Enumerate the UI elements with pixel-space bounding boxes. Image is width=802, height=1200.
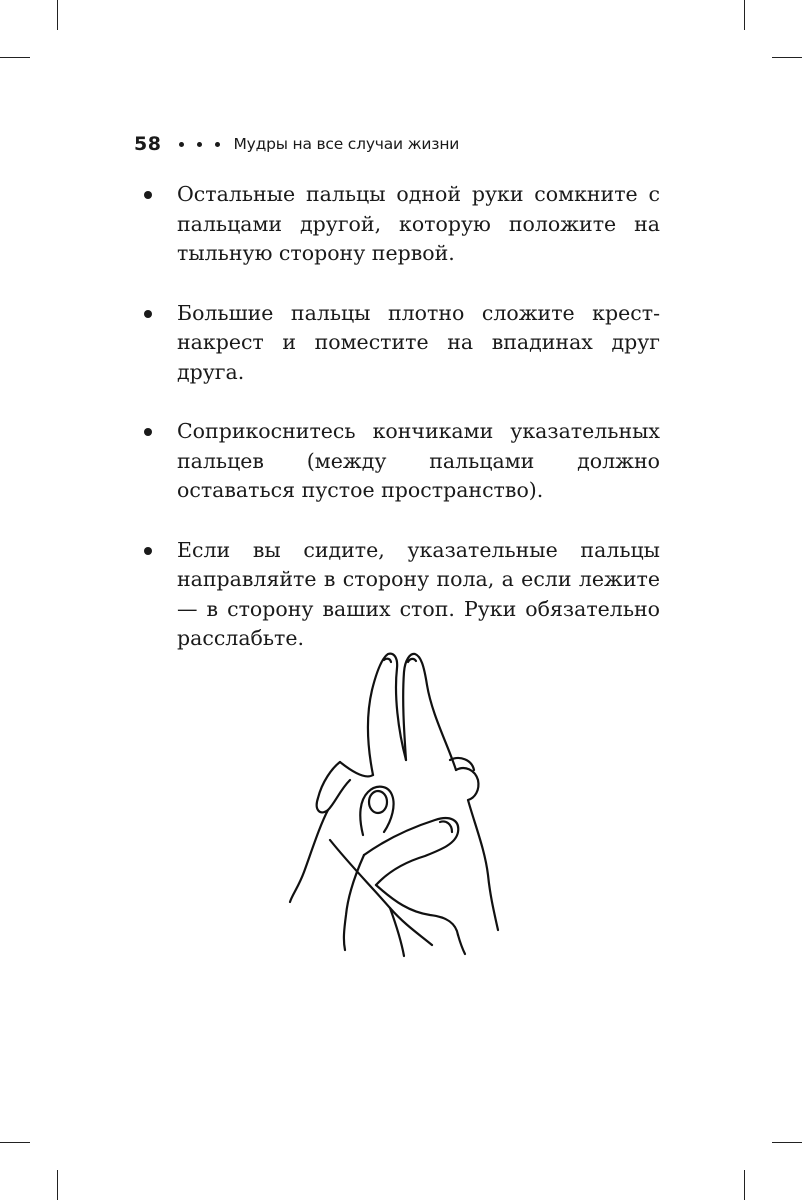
list-item	[140, 536, 660, 654]
bullet-icon	[144, 547, 152, 555]
list-item	[140, 417, 660, 506]
list-item-text: Остальные пальцы одной руки сомкните с пальцами другой, которую положите на тыльную сторону первой.	[177, 182, 660, 265]
mudra-hands-illustration	[280, 640, 510, 960]
list-item-text: Соприкоснитесь кончиками указательных пальцев (между пальцами должно оставаться пустое пространство).	[177, 419, 660, 502]
crop-mark-right-top	[772, 57, 802, 58]
bullet-icon	[144, 191, 152, 199]
bullet-icon	[144, 428, 152, 436]
crop-mark-right-bottom	[772, 1142, 802, 1143]
instruction-list	[140, 180, 660, 654]
list-item-text: Если вы сидите, указательные пальцы направляйте в сторону пола, а если лежите — в сторону ваших стоп. Руки обязательно расслабьте.	[177, 537, 660, 650]
crop-mark-left-bottom	[0, 1142, 30, 1143]
crop-mark-top-left	[57, 0, 58, 30]
list-item	[140, 299, 660, 388]
list-item-text: Большие пальцы плотно сложите крест-накрест и поместите на впадинах друг друга.	[177, 300, 660, 384]
crop-mark-left-top	[0, 57, 30, 58]
list-item	[140, 180, 660, 269]
running-header	[134, 133, 459, 155]
crop-mark-bottom-left	[57, 1170, 58, 1200]
running-title: Мудры на все случаи жизни	[233, 135, 460, 153]
crop-mark-top-right	[744, 0, 745, 30]
crop-mark-bottom-right	[744, 1170, 745, 1200]
page-number: 58	[134, 133, 162, 155]
header-dots	[179, 142, 220, 147]
bullet-icon	[144, 310, 152, 318]
